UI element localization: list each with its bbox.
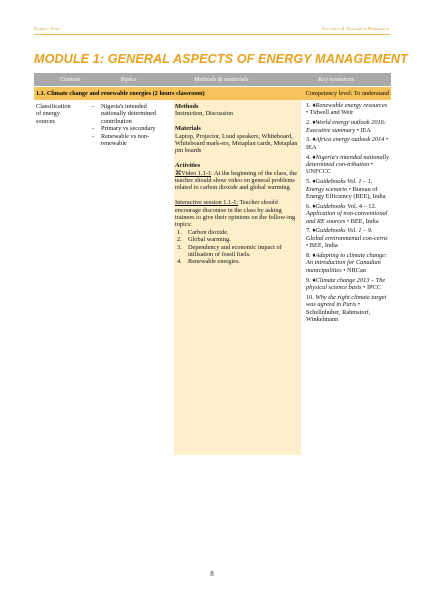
section-subheading: 1.1. Climate change and renewable energies (2 hours classroom) <box>36 89 205 97</box>
content-line: Classification <box>36 103 71 110</box>
running-header-right: Syllabus & Teacher's Reference <box>321 26 389 31</box>
list-item: 4. Renewable energies. <box>177 258 240 266</box>
activities-heading: Activities <box>175 162 201 170</box>
list-item: 3. Dependency and economic impact of utilisation of fossil fuels. <box>177 243 282 259</box>
topic-text: Nigeria's intended nationally determined contribution <box>101 103 157 125</box>
materials-heading: Materials <box>175 125 201 133</box>
diamond-icon: ♦ <box>312 136 316 144</box>
resource-item: 10. Why the right climate target was agreed in Paris • Schellnhuber, Rahmstorf, Winkelmann <box>306 293 387 324</box>
interactive-session-description: Teacher should encourage discourse in the class by asking trainees to give their opinions on the follow-ing topics: <box>175 199 296 229</box>
resource-item: 7. ♦Guidebooks Vol. 1 – 9. Global environmental con-cerns • BEE, India <box>306 227 388 250</box>
table-body <box>34 100 391 455</box>
module-title: MODULE 1: GENERAL ASPECTS OF ENERGY MANAGEMENT <box>34 52 408 66</box>
diamond-icon: ♦ <box>312 276 316 284</box>
diamond-icon: ♦ <box>312 202 316 210</box>
resource-item: 9. ♦Climate change 2013 – The physical science basis • IPCC <box>306 276 386 292</box>
list-item: 1. Carbon dioxide. <box>177 228 229 236</box>
list-item: 2. Global warming. <box>177 236 231 244</box>
header-resources: Key resources <box>318 76 354 83</box>
video-description: : At the beginning of the class, the teacher should show video on general problems related to carbon dioxide and global warming. <box>175 169 298 192</box>
table-header-row <box>34 73 391 86</box>
competency-level: Competency level: To understand <box>305 89 389 97</box>
topic-item <box>89 125 169 132</box>
diamond-icon: ♦ <box>312 252 316 260</box>
bullet-dash: - <box>92 103 95 110</box>
syllabus-table <box>34 73 391 455</box>
content-line: sources <box>36 117 55 125</box>
page-number: 8 <box>210 570 214 578</box>
interactive-session-link[interactable]: Interactive session 1.1-1: <box>175 199 239 207</box>
resources-cell <box>306 102 390 326</box>
running-header-left: Energy Audit <box>34 26 62 31</box>
topic-text: Primary vs secondary <box>101 125 156 133</box>
resource-item: 4. ♦Nigeria's intended nationally determined con-tribution • UNFCCC <box>306 153 389 176</box>
section-subheading-row <box>34 87 391 100</box>
methods-cell <box>175 103 299 266</box>
topics-cell <box>89 103 169 148</box>
resource-item: 3. ♦Africa energy outlook 2014 • IEA <box>306 136 389 151</box>
topic-item <box>89 133 169 148</box>
materials-text: Laptop, Projector, Loud speakers, Whiteboard, Whiteboard mark-ers, Metaplan cards, Metaplan pin boards <box>175 132 298 155</box>
resource-item: 5. ♦Guidebooks Vol. 1 – 1. Energy scenario • Bureau of Energy Efficiency (BEE), India <box>306 178 386 201</box>
header-content: Content <box>60 76 81 83</box>
methods-heading: Methods <box>175 103 199 110</box>
topic-text: Renewable vs non-renewable <box>101 133 150 148</box>
diamond-icon: ♦ <box>312 119 316 127</box>
resource-item: 2. ♦World energy outlook 2016: Executive summary • IEA <box>306 119 386 134</box>
header-methods: Methods & materials <box>194 76 249 83</box>
diamond-icon: ♦ <box>312 102 316 109</box>
content-line: of energy <box>36 110 60 118</box>
topic-item <box>89 103 169 125</box>
video-link[interactable]: ⌘Video 1.1-1 <box>175 169 211 177</box>
methods-text: Instruction, Discussion <box>175 110 234 118</box>
content-cell <box>36 103 86 125</box>
header-divider <box>34 34 390 35</box>
bullet-dash: - <box>92 133 95 140</box>
resource-item: 6. ♦Guidebooks Vol. 4 – 12. Application of non-conventional and RE sources • BEE, India <box>306 202 388 225</box>
discussion-topics-list <box>175 229 299 266</box>
bullet-dash: - <box>92 125 95 133</box>
header-topics: Topics <box>120 76 137 83</box>
video-activity <box>175 170 299 192</box>
diamond-icon: ♦ <box>312 153 316 161</box>
resource-item: 1. ♦Renewable energy resources • Tidwell and Weir <box>306 102 388 117</box>
diamond-icon: ♦ <box>312 178 316 186</box>
resource-item: 8. ♦Adapting to climate change: An introduction for Canadian municipalities • NRCan <box>306 252 388 274</box>
diamond-icon: ♦ <box>312 227 316 235</box>
interactive-session <box>175 199 299 229</box>
